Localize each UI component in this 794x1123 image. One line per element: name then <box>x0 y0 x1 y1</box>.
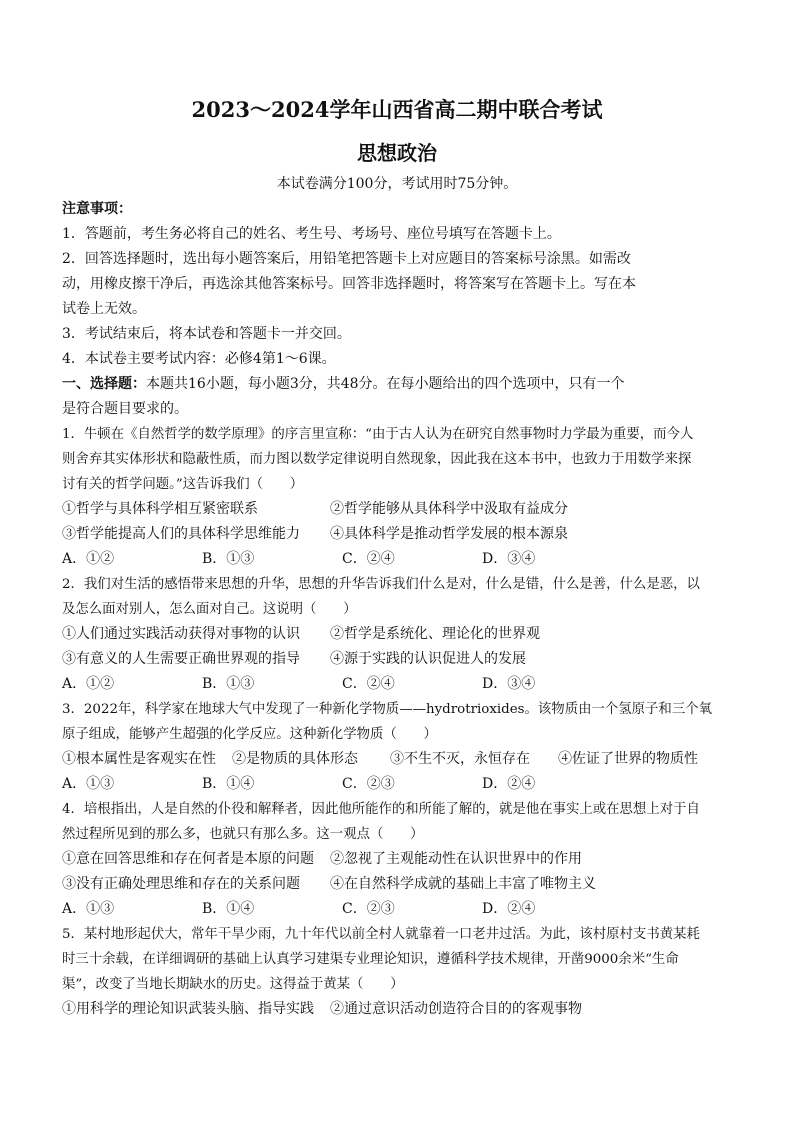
answer-choices <box>62 672 734 697</box>
notice-item: 1．答题前，考生务必将自己的姓名、考生号、考场号、座位号填写在答题卡上。 <box>62 226 561 242</box>
notice-item: 4．本试卷主要考试内容：必修4第1～6课。 <box>62 351 336 367</box>
statement-option: ③有意义的人生需要正确世界观的指导 <box>62 651 300 667</box>
statement-row <box>62 747 734 772</box>
question-stem-line: 1．牛顿在《自然哲学的数学原理》的序言里宣称：“由于古人认为在研究自然事物时力学最为重要，而今人 <box>62 427 694 442</box>
section-heading-line2: 是符合题目要求的。 <box>62 401 188 417</box>
answer-choice: B．①④ <box>202 901 255 917</box>
answer-choice: C．②④ <box>342 676 395 692</box>
answer-choice: B．①③ <box>202 551 255 567</box>
statement-option: ①意在回答思维和存在何者是本原的问题 <box>62 851 314 867</box>
answer-choice: D．③④ <box>482 676 536 692</box>
answer-choice: D．②④ <box>482 776 536 792</box>
notice-item: 试卷上无效。 <box>62 301 146 317</box>
question-stem-line: 4．培根指出，人是自然的仆役和解释者，因此他所能作的和所能了解的，就是他在事实上或在思想上对于自 <box>62 802 700 817</box>
section-heading-text: 本题共16小题，每小题3分，共48分。在每小题给出的四个选项中，只有一个 <box>146 376 625 392</box>
answer-choice: C．②④ <box>342 551 395 567</box>
statement-row <box>62 647 734 672</box>
answer-choices <box>62 897 734 922</box>
statement-option: ③不生不灭，永恒存在 <box>390 751 530 767</box>
statement-row <box>62 872 734 897</box>
answer-choice: A．①② <box>62 676 115 692</box>
question <box>62 422 734 572</box>
answer-choice: C．②③ <box>342 776 395 792</box>
question-stem-line: 5．某村地形起伏大，常年干旱少雨，九十年代以前全村人就靠着一口老井过活。为此，该村原村支书黄某耗 <box>62 927 700 942</box>
answer-choice: C．②③ <box>342 901 395 917</box>
notice-list <box>62 222 734 372</box>
statement-row <box>62 997 734 1022</box>
statement-option: ④佐证了世界的物质性 <box>558 751 698 767</box>
score-time-note: 本试卷满分100分，考试用时75分钟。 <box>276 176 518 192</box>
answer-choices <box>62 772 734 797</box>
question-stem-line: 时三十余载，在详细调研的基础上认真学习建渠专业理论知识，遵循科学技术规律，开凿9000余米“生命 <box>62 952 679 967</box>
answer-choice: A．①③ <box>62 776 115 792</box>
subject-title: 思想政治 <box>357 141 437 165</box>
question-stem-line: 渠”，改变了当地长期缺水的历史。这得益于黄某（ ） <box>62 977 404 992</box>
answer-choice: B．①④ <box>202 776 255 792</box>
question <box>62 572 734 697</box>
notice-item: 3．考试结束后，将本试卷和答题卡一并交回。 <box>62 326 351 342</box>
question <box>62 922 734 1022</box>
statement-option: ①根本属性是客观实在性 <box>62 751 216 767</box>
exam-content <box>62 197 734 1022</box>
question-stem-line: 原子组成，能够产生超强的化学反应。这种新化学物质（ ） <box>62 727 437 742</box>
statement-option: ③哲学能提高人们的具体科学思维能力 <box>62 526 300 542</box>
question <box>62 797 734 922</box>
statement-option: ②哲学能够从具体科学中汲取有益成分 <box>330 501 568 517</box>
answer-choice: B．①③ <box>202 676 255 692</box>
notice-item: 动，用橡皮擦干净后，再选涂其他答案标号。回答非选择题时，将答案写在答题卡上。写在本 <box>62 276 636 292</box>
statement-option: ①用科学的理论知识武装头脑、指导实践 <box>62 1001 314 1017</box>
answer-choice: D．③④ <box>482 551 536 567</box>
notice-heading: 注意事项： <box>62 201 132 217</box>
question-stem-line: 讨有关的哲学问题。”这告诉我们（ ） <box>62 477 304 492</box>
statement-row <box>62 847 734 872</box>
question-stem-line: 及怎么面对别人，怎么面对自己。这说明（ ） <box>62 602 357 617</box>
section-heading-label: 一、选择题： <box>62 376 146 392</box>
statement-row <box>62 522 734 547</box>
exam-title: 2023～2024学年山西省高二期中联合考试 <box>191 97 603 122</box>
statement-row <box>62 622 734 647</box>
question-list <box>62 422 734 1022</box>
statement-option: ②忽视了主观能动性在认识世界中的作用 <box>330 851 582 867</box>
statement-option: ④源于实践的认识促进人的发展 <box>330 651 526 667</box>
statement-option: ④具体科学是推动哲学发展的根本源泉 <box>330 526 568 542</box>
answer-choice: A．①③ <box>62 901 115 917</box>
question-stem-line: 然过程所见到的那么多，也就只有那么多。这一观点（ ） <box>62 827 424 842</box>
statement-option: ②通过意识活动创造符合目的的客观事物 <box>330 1001 582 1017</box>
question-stem-line: 3．2022年，科学家在地球大气中发现了一种新化学物质——hydrotrioxides。该物质由一个氢原子和三个氧 <box>62 702 712 717</box>
statement-option: ②哲学是系统化、理论化的世界观 <box>330 626 540 642</box>
answer-choice: D．②④ <box>482 901 536 917</box>
section-heading <box>62 372 734 397</box>
question <box>62 697 734 797</box>
notice-item: 2．回答选择题时，选出每小题答案后，用铅笔把答题卡上对应题目的答案标号涂黑。如需改 <box>62 251 631 267</box>
statement-option: ④在自然科学成就的基础上丰富了唯物主义 <box>330 876 596 892</box>
question-stem-line: 2．我们对生活的感悟带来思想的升华，思想的升华告诉我们什么是对，什么是错，什么是善，什么是恶，以 <box>62 577 700 592</box>
statement-option: ①哲学与具体科学相互紧密联系 <box>62 501 258 517</box>
question-stem-line: 则舍弃其实体形状和隐蔽性质，而力图以数学定律说明自然现象，因此我在这本书中，也致力于用数学来探 <box>62 452 692 467</box>
answer-choice: A．①② <box>62 551 115 567</box>
statement-row <box>62 497 734 522</box>
statement-option: ②是物质的具体形态 <box>232 751 358 767</box>
statement-option: ③没有正确处理思维和存在的关系问题 <box>62 876 300 892</box>
answer-choices <box>62 547 734 572</box>
statement-option: ①人们通过实践活动获得对事物的认识 <box>62 626 300 642</box>
